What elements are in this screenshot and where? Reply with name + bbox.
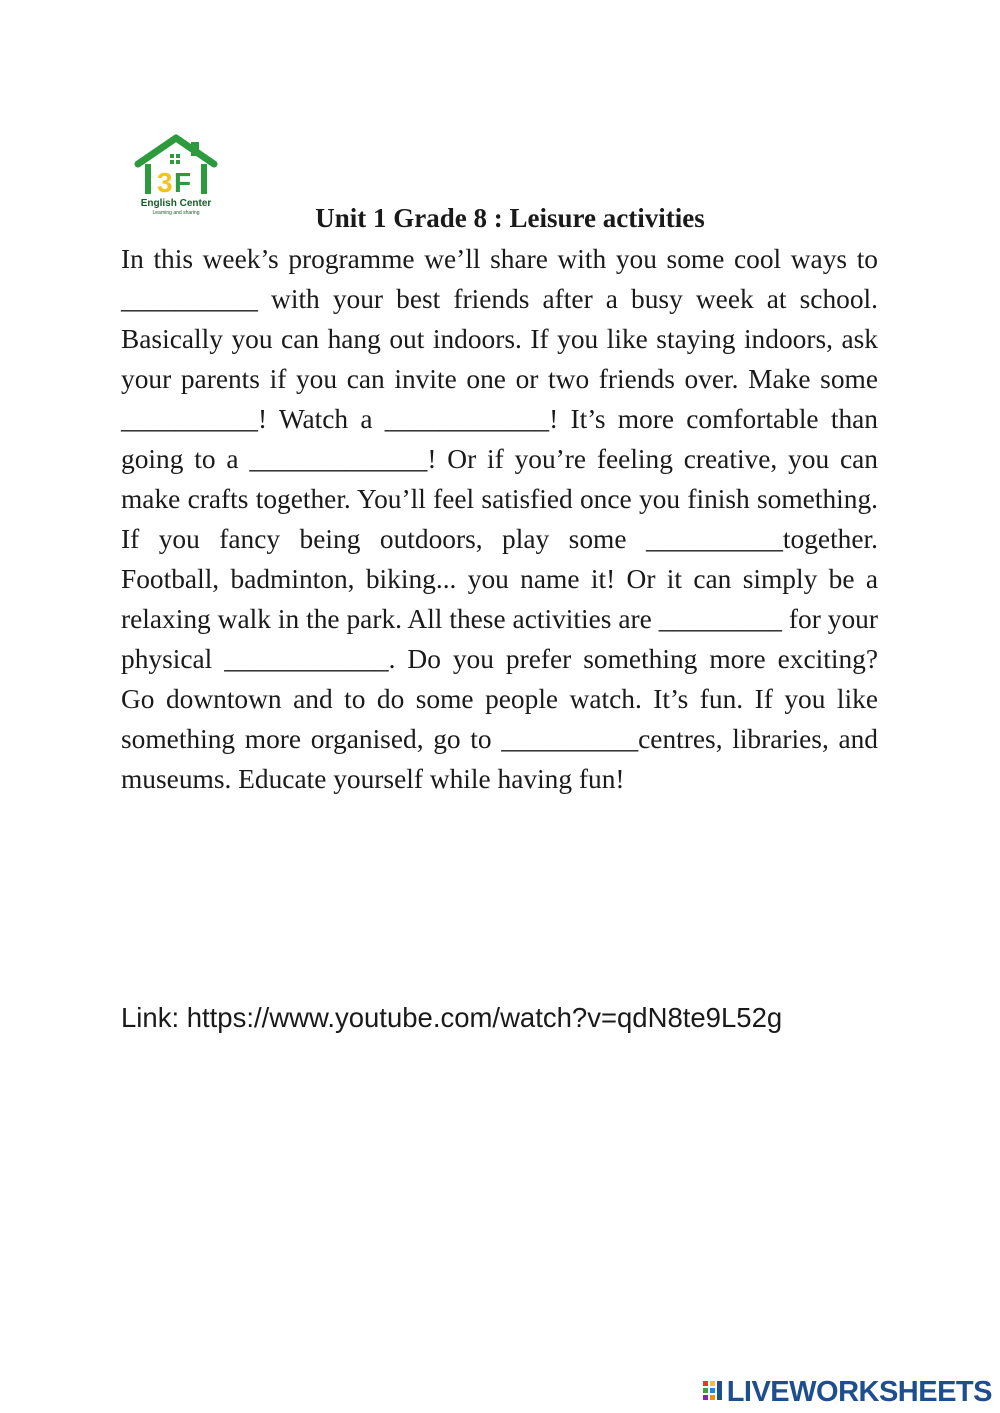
svg-text:English Center: English Center (140, 198, 212, 209)
brand-wordmark: LIVEWORKSHEETS (726, 1376, 992, 1408)
liveworksheets-logo-icon (702, 1379, 724, 1405)
liveworksheets-brand[interactable] (702, 1376, 992, 1408)
svg-text:Learning and sharing: Learning and sharing (152, 210, 200, 216)
worksheet-title: Unit 1 Grade 8 : Leisure activities (315, 203, 705, 233)
svg-text:3: 3 (157, 167, 173, 198)
svg-text:F: F (174, 167, 192, 198)
video-link[interactable]: Link: https://www.youtube.com/watch?v=qdN8te9L52g (121, 1002, 783, 1033)
reading-passage: In this week’s programme we’ll share with you some cool ways to __________ with your best friends after a busy week at school. Basically you can hang out indoors. If you like staying indoors, ask your parents if you can invite one or two friends over. Make some __________! Watch a ____________! It’s more comfortable than going to a _____________! Or if you’re feeling creative, you can make crafts together. You’ll feel satisfied once you finish something. If you fancy being outdoors, play some __________together. Football, badminton, biking... you name it! Or it can simply be a relaxing walk in the park. All these activities are _________ for your physical ____________. Do you prefer something more exciting? Go downtown and to do some people watch. It’s fun. If you like something more organised, go to __________centres, libraries, and museums. Educate yourself while having fun! (121, 244, 878, 794)
